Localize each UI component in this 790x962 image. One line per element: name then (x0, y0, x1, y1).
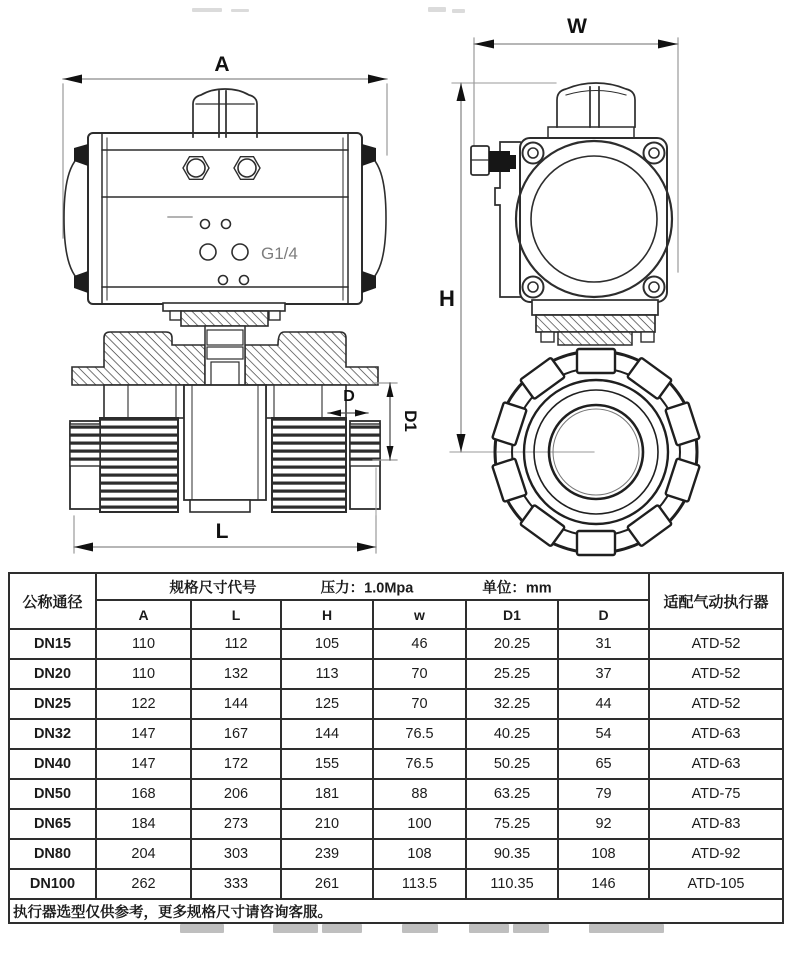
watermark-fragment (589, 924, 664, 933)
header-dim-l: L (191, 600, 281, 629)
front-bracket (163, 303, 285, 326)
cell-d: 54 (558, 719, 649, 749)
actuator-side-flanges (64, 144, 386, 293)
scan-artifact (192, 8, 222, 12)
dim-h-label: H (439, 286, 455, 311)
cell-d1: 90.35 (466, 839, 558, 869)
header-spec-title: 规格尺寸代号 (169, 580, 257, 596)
side-bracket (532, 300, 658, 345)
cell-actuator: ATD-52 (649, 689, 783, 719)
watermark-fragment (469, 924, 509, 933)
cell-dn: DN65 (9, 809, 96, 839)
watermark-fragment (402, 924, 438, 933)
table-row (9, 629, 783, 659)
table-row (9, 839, 783, 869)
side-view-drawing (439, 15, 700, 555)
spec-table (8, 572, 784, 924)
side-body (495, 138, 672, 302)
table-row (9, 869, 783, 899)
dim-l-label: L (215, 520, 229, 543)
actuator-body (88, 133, 362, 304)
table-header-row-1 (9, 573, 783, 600)
watermark-fragment (322, 924, 362, 933)
cell-actuator: ATD-92 (649, 839, 783, 869)
table-row (9, 689, 783, 719)
cell-l: 112 (191, 629, 281, 659)
cell-d: 37 (558, 659, 649, 689)
header-dim-d1: D1 (466, 600, 558, 629)
cell-dn: DN15 (9, 629, 96, 659)
cell-a: 122 (96, 689, 191, 719)
actuator-face-details (168, 157, 260, 285)
cell-w: 46 (373, 629, 466, 659)
watermark-fragment (273, 924, 318, 933)
cell-a: 168 (96, 779, 191, 809)
cell-h: 261 (281, 869, 373, 899)
cell-d: 79 (558, 779, 649, 809)
dim-d1-label: D1 (401, 410, 420, 432)
cell-w: 88 (373, 779, 466, 809)
cell-l: 273 (191, 809, 281, 839)
cell-actuator: ATD-52 (649, 659, 783, 689)
scan-artifact (231, 9, 249, 12)
cell-a: 147 (96, 749, 191, 779)
cell-l: 333 (191, 869, 281, 899)
cell-actuator: ATD-105 (649, 869, 783, 899)
actuator-cap (193, 89, 257, 137)
cell-a: 184 (96, 809, 191, 839)
cell-h: 181 (281, 779, 373, 809)
front-view-drawing (63, 53, 420, 553)
cell-dn: DN50 (9, 779, 96, 809)
header-nominal-diameter: 公称通径 (9, 573, 96, 629)
cell-dn: DN32 (9, 719, 96, 749)
cell-actuator: ATD-83 (649, 809, 783, 839)
cell-d1: 32.25 (466, 689, 558, 719)
cell-dn: DN20 (9, 659, 96, 689)
cell-h: 105 (281, 629, 373, 659)
cell-actuator: ATD-63 (649, 719, 783, 749)
header-spec-group (96, 573, 649, 600)
header-actuator: 适配气动执行器 (649, 573, 783, 629)
union-nut-end-view (492, 349, 700, 555)
cell-w: 113.5 (373, 869, 466, 899)
cell-actuator: ATD-63 (649, 749, 783, 779)
header-dim-w: w (373, 600, 466, 629)
cell-a: 204 (96, 839, 191, 869)
cell-dn: DN100 (9, 869, 96, 899)
dim-a-label: A (214, 53, 230, 76)
cell-w: 70 (373, 689, 466, 719)
cell-d: 146 (558, 869, 649, 899)
cell-l: 132 (191, 659, 281, 689)
cell-a: 110 (96, 659, 191, 689)
cell-actuator: ATD-52 (649, 629, 783, 659)
dim-d-label: D (343, 388, 355, 405)
cell-w: 76.5 (373, 719, 466, 749)
cell-dn: DN80 (9, 839, 96, 869)
cell-a: 110 (96, 629, 191, 659)
cell-h: 155 (281, 749, 373, 779)
scan-artifact (428, 7, 446, 12)
table-row (9, 809, 783, 839)
cell-d: 92 (558, 809, 649, 839)
cell-a: 262 (96, 869, 191, 899)
watermark-fragment (513, 924, 549, 933)
cell-h: 113 (281, 659, 373, 689)
cell-dn: DN40 (9, 749, 96, 779)
header-unit: 单位：mm (482, 580, 552, 596)
cell-d: 65 (558, 749, 649, 779)
cell-d1: 25.25 (466, 659, 558, 689)
header-dim-h: H (281, 600, 373, 629)
cell-d: 44 (558, 689, 649, 719)
table-footnote-row (9, 899, 783, 923)
dim-l (74, 516, 376, 553)
cell-d1: 110.35 (466, 869, 558, 899)
dim-w-label: W (567, 15, 587, 38)
cell-d: 108 (558, 839, 649, 869)
cell-w: 100 (373, 809, 466, 839)
cell-w: 76.5 (373, 749, 466, 779)
cell-l: 167 (191, 719, 281, 749)
valve-cross-section (70, 326, 380, 512)
cell-l: 144 (191, 689, 281, 719)
cell-d1: 75.25 (466, 809, 558, 839)
table-row (9, 749, 783, 779)
cell-l: 206 (191, 779, 281, 809)
air-fitting (471, 146, 516, 175)
table-row (9, 659, 783, 689)
cell-h: 144 (281, 719, 373, 749)
cell-d: 31 (558, 629, 649, 659)
table-footnote: 执行器选型仅供参考，更多规格尺寸请咨询客服。 (9, 899, 783, 923)
cell-actuator: ATD-75 (649, 779, 783, 809)
dim-a (63, 53, 387, 238)
cell-d1: 20.25 (466, 629, 558, 659)
table-row (9, 779, 783, 809)
watermark-fragment (180, 924, 224, 933)
table-row (9, 719, 783, 749)
cell-h: 210 (281, 809, 373, 839)
header-dim-d: D (558, 600, 649, 629)
cell-dn: DN25 (9, 689, 96, 719)
header-dim-a: A (96, 600, 191, 629)
cell-d1: 40.25 (466, 719, 558, 749)
cell-h: 125 (281, 689, 373, 719)
cell-l: 172 (191, 749, 281, 779)
cell-l: 303 (191, 839, 281, 869)
cell-w: 108 (373, 839, 466, 869)
side-cap (548, 83, 635, 138)
cell-d1: 63.25 (466, 779, 558, 809)
cell-d1: 50.25 (466, 749, 558, 779)
air-port-label: G1/4 (261, 244, 298, 263)
cell-a: 147 (96, 719, 191, 749)
cell-w: 70 (373, 659, 466, 689)
scan-artifact (452, 9, 465, 13)
header-pressure: 压力：1.0Mpa (320, 580, 414, 596)
cell-h: 239 (281, 839, 373, 869)
